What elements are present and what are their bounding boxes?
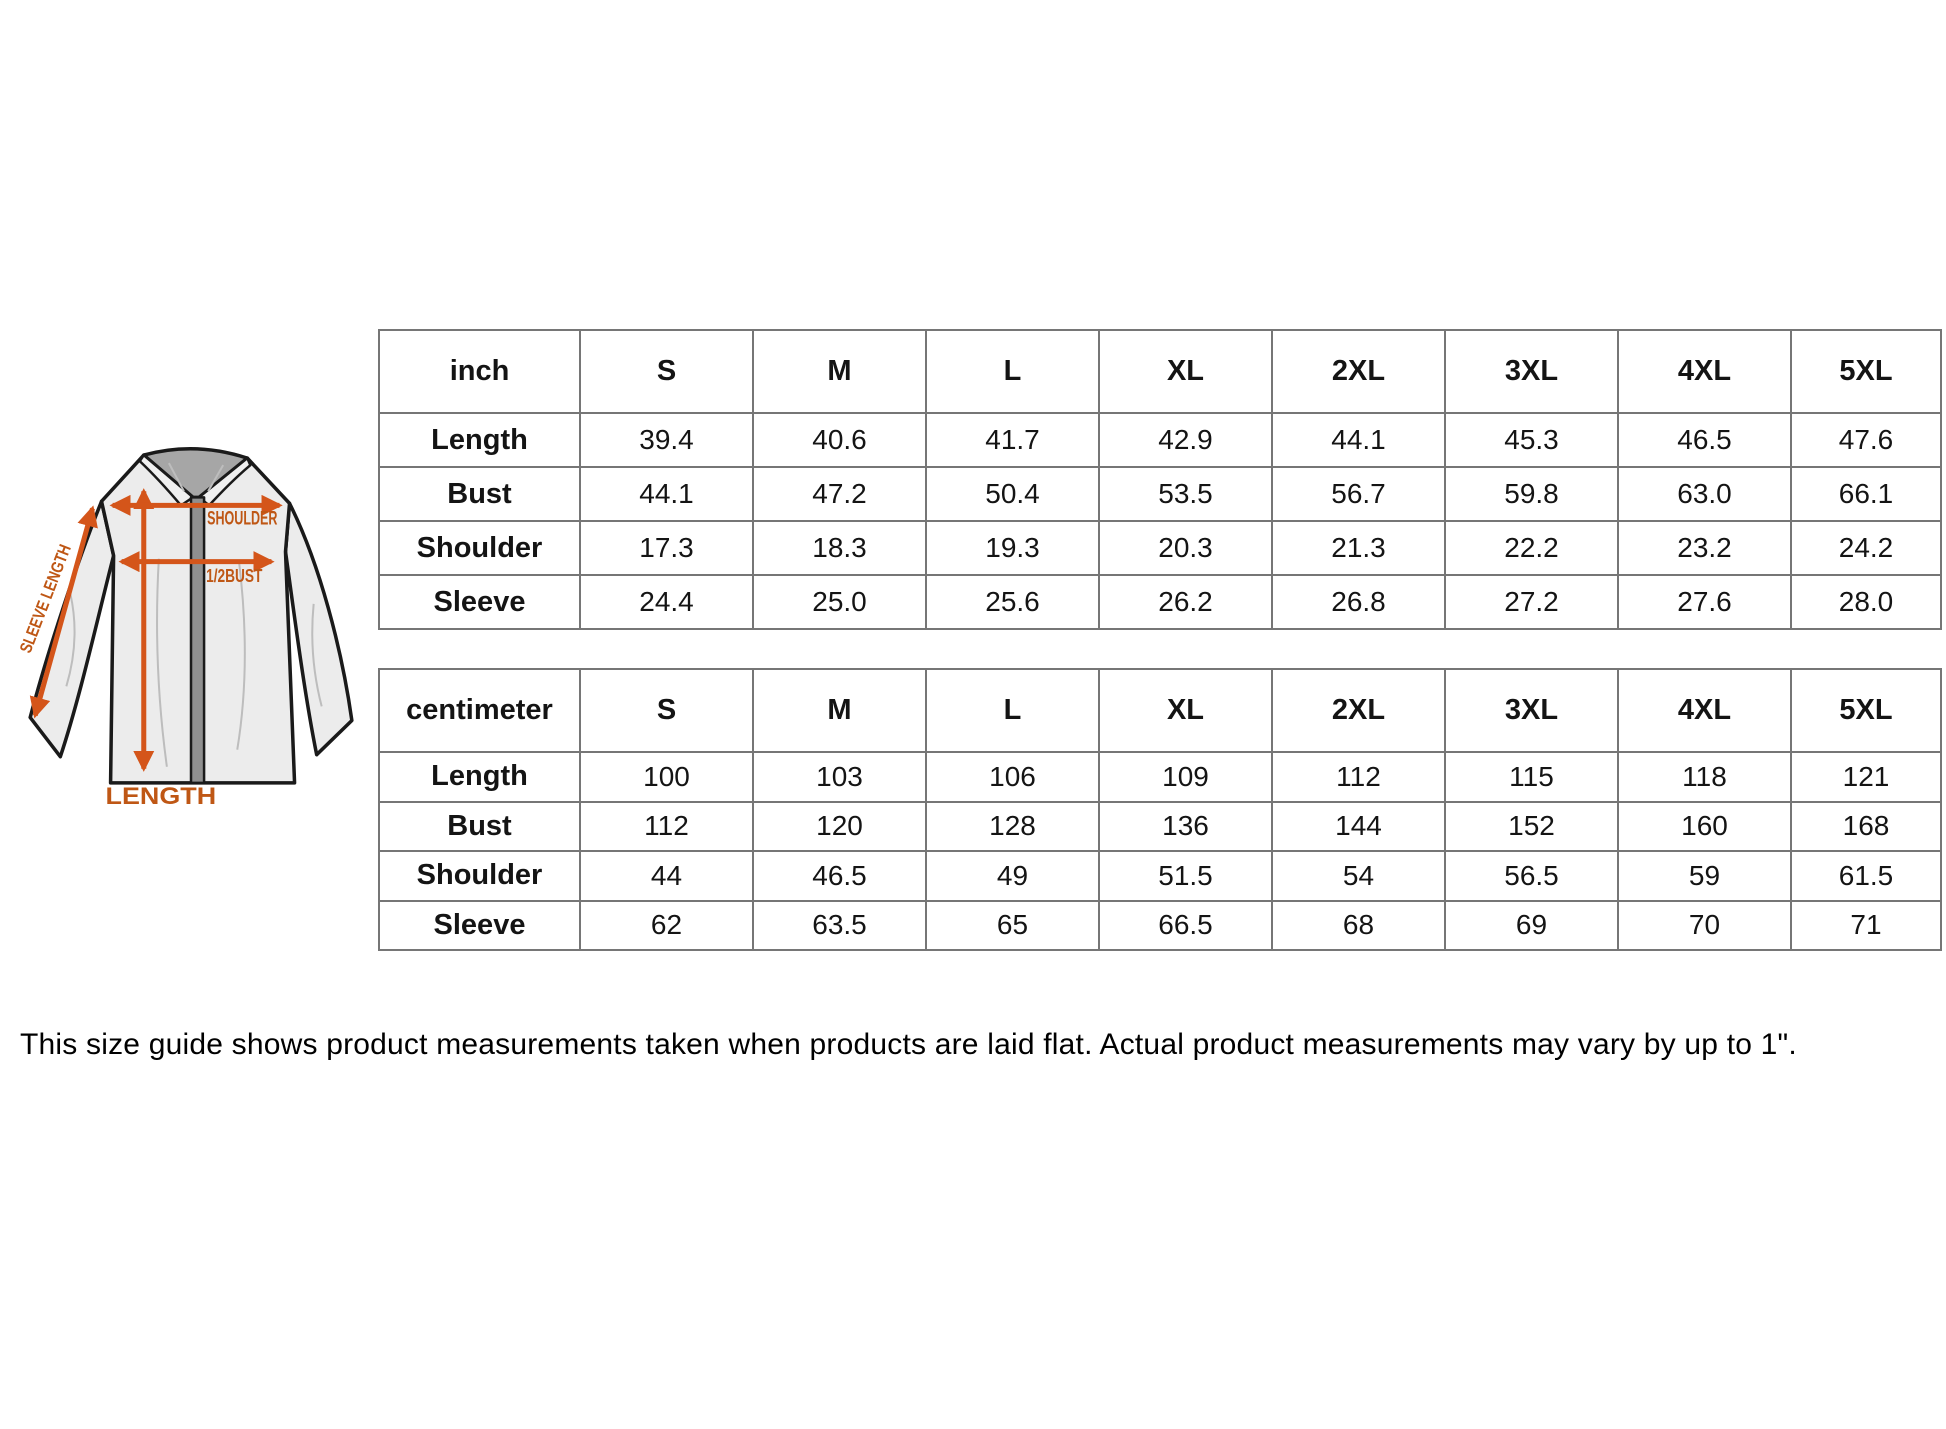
size-column-header: M — [753, 330, 926, 413]
measurement-value-cell: 120 — [753, 802, 926, 852]
size-column-header: 3XL — [1445, 669, 1618, 752]
size-column-header: 4XL — [1618, 669, 1791, 752]
measurement-value-cell: 42.9 — [1099, 413, 1272, 467]
measurement-value-cell: 128 — [926, 802, 1099, 852]
measurement-value-cell: 27.2 — [1445, 575, 1618, 629]
measurement-label-cell: Length — [379, 752, 580, 802]
measurement-value-cell: 24.4 — [580, 575, 753, 629]
shoulder-label: SHOULDER — [207, 508, 278, 530]
measurement-value-cell: 19.3 — [926, 521, 1099, 575]
measurement-value-cell: 118 — [1618, 752, 1791, 802]
measurement-row — [379, 752, 1941, 802]
jacket-right-sleeve — [286, 503, 352, 754]
measurement-value-cell: 103 — [753, 752, 926, 802]
measurement-value-cell: 26.8 — [1272, 575, 1445, 629]
jacket-measurement-diagram — [8, 433, 370, 815]
measurement-value-cell: 39.4 — [580, 413, 753, 467]
measurement-value-cell: 152 — [1445, 802, 1618, 852]
measurement-value-cell: 59 — [1618, 851, 1791, 901]
measurement-value-cell: 168 — [1791, 802, 1941, 852]
measurement-value-cell: 25.6 — [926, 575, 1099, 629]
unit-header-cell: centimeter — [379, 669, 580, 752]
measurement-value-cell: 66.1 — [1791, 467, 1941, 521]
measurement-row — [379, 802, 1941, 852]
size-column-header: 5XL — [1791, 330, 1941, 413]
measurement-row — [379, 413, 1941, 467]
measurement-value-cell: 47.6 — [1791, 413, 1941, 467]
measurement-value-cell: 70 — [1618, 901, 1791, 951]
measurement-label-cell: Sleeve — [379, 901, 580, 951]
measurement-label-cell: Shoulder — [379, 851, 580, 901]
size-column-header: 5XL — [1791, 669, 1941, 752]
measurement-value-cell: 109 — [1099, 752, 1272, 802]
measurement-value-cell: 24.2 — [1791, 521, 1941, 575]
measurement-value-cell: 65 — [926, 901, 1099, 951]
size-guide-note: This size guide shows product measurements taken when products are laid flat. Actual product measurements may vary by up to 1". — [20, 1028, 1797, 1061]
measurement-label-cell: Length — [379, 413, 580, 467]
measurement-value-cell: 50.4 — [926, 467, 1099, 521]
measurement-value-cell: 45.3 — [1445, 413, 1618, 467]
length-label: LENGTH — [105, 782, 217, 810]
size-column-header: 2XL — [1272, 330, 1445, 413]
measurement-value-cell: 62 — [580, 901, 753, 951]
measurement-value-cell: 44 — [580, 851, 753, 901]
measurement-value-cell: 54 — [1272, 851, 1445, 901]
measurement-value-cell: 56.5 — [1445, 851, 1618, 901]
size-column-header: 3XL — [1445, 330, 1618, 413]
measurement-value-cell: 63.0 — [1618, 467, 1791, 521]
size-column-header: L — [926, 669, 1099, 752]
measurement-value-cell: 63.5 — [753, 901, 926, 951]
measurement-value-cell: 41.7 — [926, 413, 1099, 467]
inch-size-table — [378, 329, 1942, 630]
measurement-value-cell: 44.1 — [1272, 413, 1445, 467]
measurement-row — [379, 575, 1941, 629]
table-header-row — [379, 669, 1941, 752]
measurement-value-cell: 17.3 — [580, 521, 753, 575]
unit-header-cell: inch — [379, 330, 580, 413]
measurement-value-cell: 53.5 — [1099, 467, 1272, 521]
half-bust-label: 1/2BUST — [206, 565, 263, 586]
measurement-value-cell: 51.5 — [1099, 851, 1272, 901]
measurement-value-cell: 112 — [580, 802, 753, 852]
measurement-row — [379, 467, 1941, 521]
measurement-value-cell: 144 — [1272, 802, 1445, 852]
measurement-value-cell: 26.2 — [1099, 575, 1272, 629]
measurement-value-cell: 71 — [1791, 901, 1941, 951]
table-header-row — [379, 330, 1941, 413]
centimeter-size-table — [378, 668, 1942, 951]
measurement-value-cell: 44.1 — [580, 467, 753, 521]
size-column-header: 4XL — [1618, 330, 1791, 413]
measurement-value-cell: 121 — [1791, 752, 1941, 802]
size-column-header: S — [580, 330, 753, 413]
measurement-value-cell: 47.2 — [753, 467, 926, 521]
measurement-value-cell: 46.5 — [753, 851, 926, 901]
measurement-value-cell: 21.3 — [1272, 521, 1445, 575]
size-column-header: L — [926, 330, 1099, 413]
measurement-value-cell: 68 — [1272, 901, 1445, 951]
size-column-header: 2XL — [1272, 669, 1445, 752]
measurement-value-cell: 112 — [1272, 752, 1445, 802]
measurement-label-cell: Bust — [379, 802, 580, 852]
sleeve-length-label: SLEEVE LENGTH — [16, 515, 85, 656]
measurement-value-cell: 20.3 — [1099, 521, 1272, 575]
measurement-value-cell: 136 — [1099, 802, 1272, 852]
measurement-value-cell: 23.2 — [1618, 521, 1791, 575]
measurement-row — [379, 901, 1941, 951]
measurement-value-cell: 115 — [1445, 752, 1618, 802]
measurement-value-cell: 40.6 — [753, 413, 926, 467]
measurement-row — [379, 851, 1941, 901]
measurement-value-cell: 56.7 — [1272, 467, 1445, 521]
measurement-label-cell: Bust — [379, 467, 580, 521]
measurement-value-cell: 106 — [926, 752, 1099, 802]
measurement-label-cell: Shoulder — [379, 521, 580, 575]
measurement-value-cell: 61.5 — [1791, 851, 1941, 901]
measurement-label-cell: Sleeve — [379, 575, 580, 629]
measurement-value-cell: 27.6 — [1618, 575, 1791, 629]
measurement-value-cell: 100 — [580, 752, 753, 802]
measurement-value-cell: 49 — [926, 851, 1099, 901]
measurement-value-cell: 25.0 — [753, 575, 926, 629]
size-column-header: S — [580, 669, 753, 752]
measurement-value-cell: 22.2 — [1445, 521, 1618, 575]
size-column-header: XL — [1099, 669, 1272, 752]
measurement-value-cell: 46.5 — [1618, 413, 1791, 467]
measurement-value-cell: 28.0 — [1791, 575, 1941, 629]
size-column-header: XL — [1099, 330, 1272, 413]
measurement-row — [379, 521, 1941, 575]
measurement-value-cell: 66.5 — [1099, 901, 1272, 951]
measurement-value-cell: 69 — [1445, 901, 1618, 951]
measurement-value-cell: 160 — [1618, 802, 1791, 852]
measurement-value-cell: 59.8 — [1445, 467, 1618, 521]
size-column-header: M — [753, 669, 926, 752]
measurement-value-cell: 18.3 — [753, 521, 926, 575]
jacket-zipper — [191, 497, 204, 782]
